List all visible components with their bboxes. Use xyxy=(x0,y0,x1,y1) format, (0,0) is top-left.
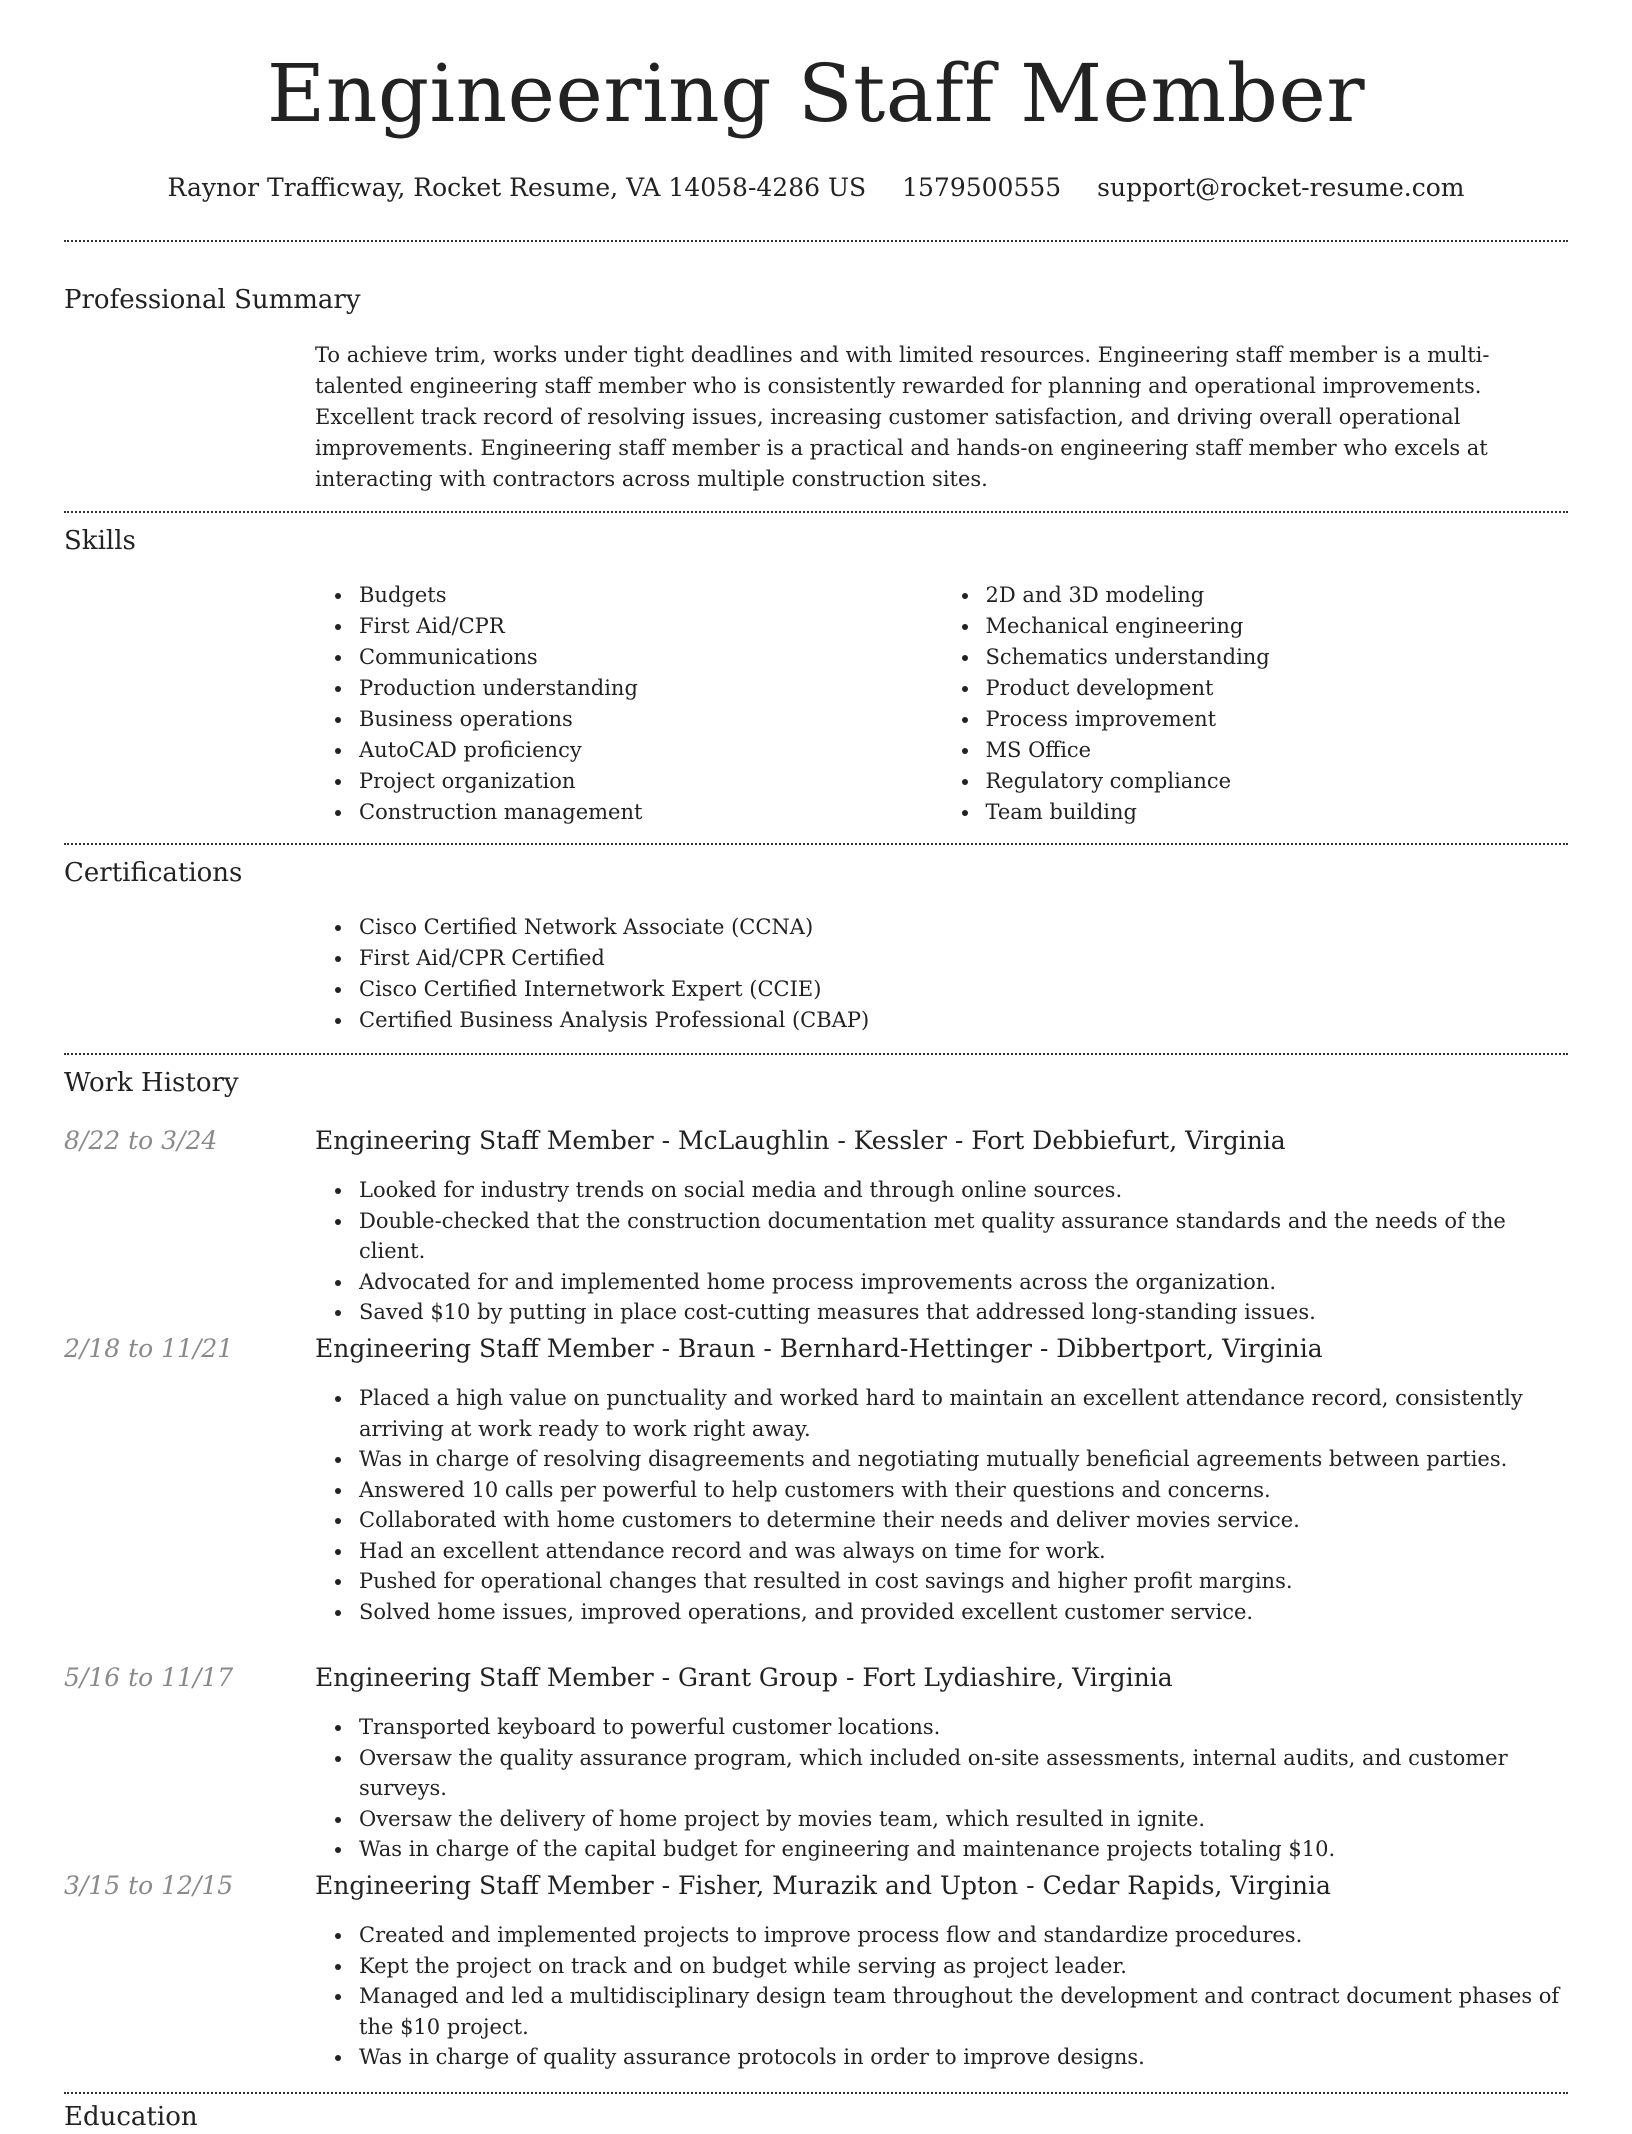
certification-item: Cisco Certified Network Associate (CCNA) xyxy=(359,912,1568,943)
skill-item: Budgets xyxy=(359,580,942,611)
job-bullet: Was in charge of resolving disagreements and negotiating mutually beneficial agreements between parties. xyxy=(359,1444,1568,1475)
job-dates: 8/22 to 3/24 xyxy=(64,1126,218,1155)
job-dates: 3/15 to 12/15 xyxy=(64,1871,234,1900)
summary-text: To achieve trim, works under tight deadlines and with limited resources. Engineering staff member is a multi-talented engineering staff member who is consistently rewarded for planning and operational improvements. Excellent track record of resolving issues, increasing customer satisfaction, and driving overall operational improvements. Engineering staff member is a practical and hands-on engineering staff member who excels at interacting with contractors across multiple construction sites. xyxy=(315,343,1490,491)
skill-item: Team building xyxy=(986,797,1569,828)
job-title: Engineering Staff Member - McLaughlin - Kessler - Fort Debbiefurt, Virginia xyxy=(315,1126,1286,1155)
job-bullet: Oversaw the quality assurance program, which included on-site assessments, internal audits, and customer surveys. xyxy=(359,1743,1568,1804)
skill-item: Communications xyxy=(359,642,942,673)
job-bullet: Was in charge of the capital budget for engineering and maintenance projects totaling $10. xyxy=(359,1834,1568,1865)
skill-item: Construction management xyxy=(359,797,942,828)
contact-line xyxy=(64,172,1568,204)
skill-item: Schematics understanding xyxy=(986,642,1569,673)
skills-block xyxy=(315,580,1568,828)
resume-title: Engineering Staff Member xyxy=(266,47,1366,140)
skill-item: 2D and 3D modeling xyxy=(986,580,1569,611)
contact-address: Raynor Trafficway, Rocket Resume, VA 14058-4286 US xyxy=(167,173,867,202)
job-bullet: Pushed for operational changes that resulted in cost savings and higher profit margins. xyxy=(359,1566,1568,1597)
skill-item: Business operations xyxy=(359,704,942,735)
skill-item: First Aid/CPR xyxy=(359,611,942,642)
skill-item: MS Office xyxy=(986,735,1569,766)
job-bullet: Solved home issues, improved operations, and provided excellent customer service. xyxy=(359,1597,1568,1628)
divider xyxy=(64,240,1568,242)
skill-item: Production understanding xyxy=(359,673,942,704)
certification-item: Cisco Certified Internetwork Expert (CCIE) xyxy=(359,974,1568,1005)
certifications-block xyxy=(315,912,1568,1036)
section-title-education: Education xyxy=(64,2102,198,2132)
job-bullet: Double-checked that the construction documentation met quality assurance standards and the needs of the client. xyxy=(359,1206,1568,1267)
skill-item: AutoCAD proficiency xyxy=(359,735,942,766)
job-title: Engineering Staff Member - Fisher, Murazik and Upton - Cedar Rapids, Virginia xyxy=(315,1871,1331,1900)
summary-block xyxy=(315,340,1568,495)
section-title-skills: Skills xyxy=(64,526,136,556)
divider xyxy=(64,843,1568,845)
certification-item: First Aid/CPR Certified xyxy=(359,943,1568,974)
job-bullets xyxy=(315,1175,1568,1328)
job-bullet: Managed and led a multidisciplinary design team throughout the development and contract document phases of the $10 project. xyxy=(359,1981,1568,2042)
job-bullet: Placed a high value on punctuality and worked hard to maintain an excellent attendance record, consistently arriving at work ready to work right away. xyxy=(359,1383,1568,1444)
divider xyxy=(64,511,1568,513)
job-bullet: Had an excellent attendance record and was always on time for work. xyxy=(359,1536,1568,1567)
job-bullets xyxy=(315,1383,1568,1627)
job-bullet: Advocated for and implemented home process improvements across the organization. xyxy=(359,1267,1568,1298)
skill-item: Regulatory compliance xyxy=(986,766,1569,797)
job-dates: 2/18 to 11/21 xyxy=(64,1334,234,1363)
divider xyxy=(64,1053,1568,1055)
certification-item: Certified Business Analysis Professional (CBAP) xyxy=(359,1005,1568,1036)
job-title: Engineering Staff Member - Grant Group - Fort Lydiashire, Virginia xyxy=(315,1663,1173,1692)
contact-email: support@rocket-resume.com xyxy=(1097,173,1465,202)
certifications-list xyxy=(315,912,1568,1036)
divider xyxy=(64,2092,1568,2094)
skill-item: Process improvement xyxy=(986,704,1569,735)
skill-item: Mechanical engineering xyxy=(986,611,1569,642)
job-bullet: Saved $10 by putting in place cost-cutting measures that addressed long-standing issues. xyxy=(359,1297,1568,1328)
skills-list-left xyxy=(315,580,942,828)
section-title-certifications: Certifications xyxy=(64,858,243,888)
section-title-work-history: Work History xyxy=(64,1068,239,1098)
job-bullet: Collaborated with home customers to determine their needs and deliver movies service. xyxy=(359,1505,1568,1536)
job-bullet: Transported keyboard to powerful customer locations. xyxy=(359,1712,1568,1743)
job-title: Engineering Staff Member - Braun - Bernhard-Hettinger - Dibbertport, Virginia xyxy=(315,1334,1323,1363)
section-title-summary: Professional Summary xyxy=(64,285,361,315)
job-bullet: Looked for industry trends on social media and through online sources. xyxy=(359,1175,1568,1206)
job-bullet: Created and implemented projects to improve process flow and standardize procedures. xyxy=(359,1920,1568,1951)
job-bullet: Was in charge of quality assurance protocols in order to improve designs. xyxy=(359,2042,1568,2073)
contact-phone: 1579500555 xyxy=(902,173,1062,202)
job-bullet: Kept the project on track and on budget while serving as project leader. xyxy=(359,1951,1568,1982)
job-bullets xyxy=(315,1920,1568,2073)
job-bullet: Oversaw the delivery of home project by movies team, which resulted in ignite. xyxy=(359,1804,1568,1835)
skills-list-right xyxy=(942,580,1569,828)
job-bullet: Answered 10 calls per powerful to help customers with their questions and concerns. xyxy=(359,1475,1568,1506)
skill-item: Project organization xyxy=(359,766,942,797)
job-bullets xyxy=(315,1712,1568,1865)
skill-item: Product development xyxy=(986,673,1569,704)
job-dates: 5/16 to 11/17 xyxy=(64,1663,234,1692)
